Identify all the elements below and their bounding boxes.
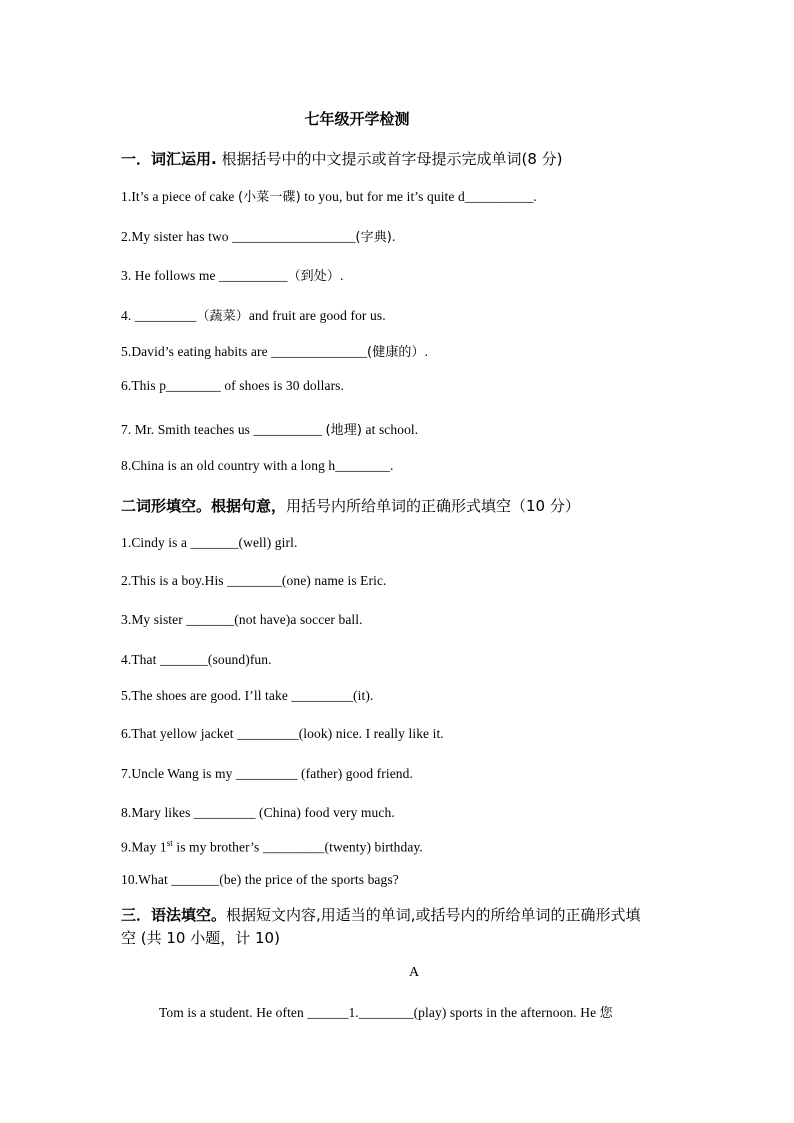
chinese-hint: (字典) (355, 230, 392, 245)
part2-question-5: 5.The shoes are good. I’ll take _________(it). (121, 688, 374, 703)
section-1-prefix: 一．词汇运用. (121, 150, 217, 168)
question-text: is my brother’s _________(twenty) birthday. (172, 839, 423, 855)
passage-label: A (408, 965, 420, 980)
question-text: 8.China is an old country with a long h________. (121, 458, 394, 473)
part1-question-4 (121, 305, 386, 324)
part2-question-6: 6.That yellow jacket _________(look) nice. I really like it. (121, 726, 444, 741)
part1-question-1 (121, 186, 537, 205)
part2-question-9 (121, 838, 423, 856)
question-text: 4. _________ (121, 308, 197, 323)
question-text: . (424, 344, 429, 359)
question-text: at school. (362, 422, 419, 437)
section-3-heading (121, 904, 641, 925)
chinese-hint: （到处） (287, 269, 340, 284)
section-1-heading (121, 148, 563, 169)
chinese-hint: （蔬菜） (196, 309, 249, 324)
question-text: . (339, 268, 344, 283)
section-1-instructions: 根据括号中的中文提示或首字母提示完成单词(8 分) (216, 150, 563, 168)
section-2-prefix: 二词形填空。根据句意， (121, 497, 287, 515)
part2-question-4: 4.That _______(sound)fun. (121, 652, 272, 667)
chinese-hint: (小菜一碟) (238, 190, 301, 205)
question-text: 7. Mr. Smith teaches us __________ (121, 422, 326, 437)
question-text: . (391, 229, 396, 244)
passage-line-1 (159, 1002, 613, 1021)
chinese-hint: (地理) (325, 423, 363, 438)
part1-question-5 (121, 341, 428, 360)
part2-question-1: 1.Cindy is a _______(well) girl. (121, 535, 298, 550)
part1-question-6 (121, 378, 344, 394)
part2-question-7: 7.Uncle Wang is my _________ (father) good friend. (121, 766, 413, 781)
section-2-heading (121, 495, 580, 516)
part2-question-8: 8.Mary likes _________ (China) food very much. (121, 805, 395, 820)
section-2-instructions: 用括号内所给单词的正确形式填空（10 分） (286, 497, 580, 515)
question-text: 5.David’s eating habits are ______________ (121, 344, 368, 359)
question-text: 2.My sister has two __________________ (121, 229, 356, 244)
page-title: 七年级开学检测 (304, 110, 410, 128)
chinese-hint: (健康的） (367, 345, 425, 360)
passage-text: Tom is a student. He often ______1.________(play) sports in the afternoon. He (159, 1005, 600, 1020)
part1-question-2 (121, 226, 395, 245)
part1-question-7 (121, 419, 418, 438)
part2-question-10: 10.What _______(be) the price of the sports bags? (121, 872, 399, 887)
part1-question-3 (121, 265, 343, 284)
passage-text-end: 您 (599, 1006, 613, 1021)
section-3-prefix: 三．语法填空。 (121, 906, 227, 924)
question-text: 6.This p________ of shoes is 30 dollars. (121, 378, 344, 393)
part2-question-2: 2.This is a boy.His ________(one) name is Eric. (121, 573, 387, 588)
ordinal-suffix: st (166, 838, 173, 848)
question-text: 1.It’s a piece of cake (121, 189, 238, 204)
section-3-heading-continued: 空 (共 10 小题，计 10) (121, 929, 280, 947)
question-text: to you, but for me it’s quite d__________. (300, 189, 537, 204)
part1-question-8 (121, 458, 394, 474)
question-text: 3. He follows me __________ (121, 268, 288, 283)
section-3-instructions: 根据短文内容,用适当的单词,或括号内的所给单词的正确形式填 (226, 906, 641, 924)
question-text: and fruit are good for us. (248, 308, 386, 323)
question-text: 9.May 1 (121, 839, 167, 855)
part2-question-3: 3.My sister _______(not have)a soccer ball. (121, 612, 363, 627)
